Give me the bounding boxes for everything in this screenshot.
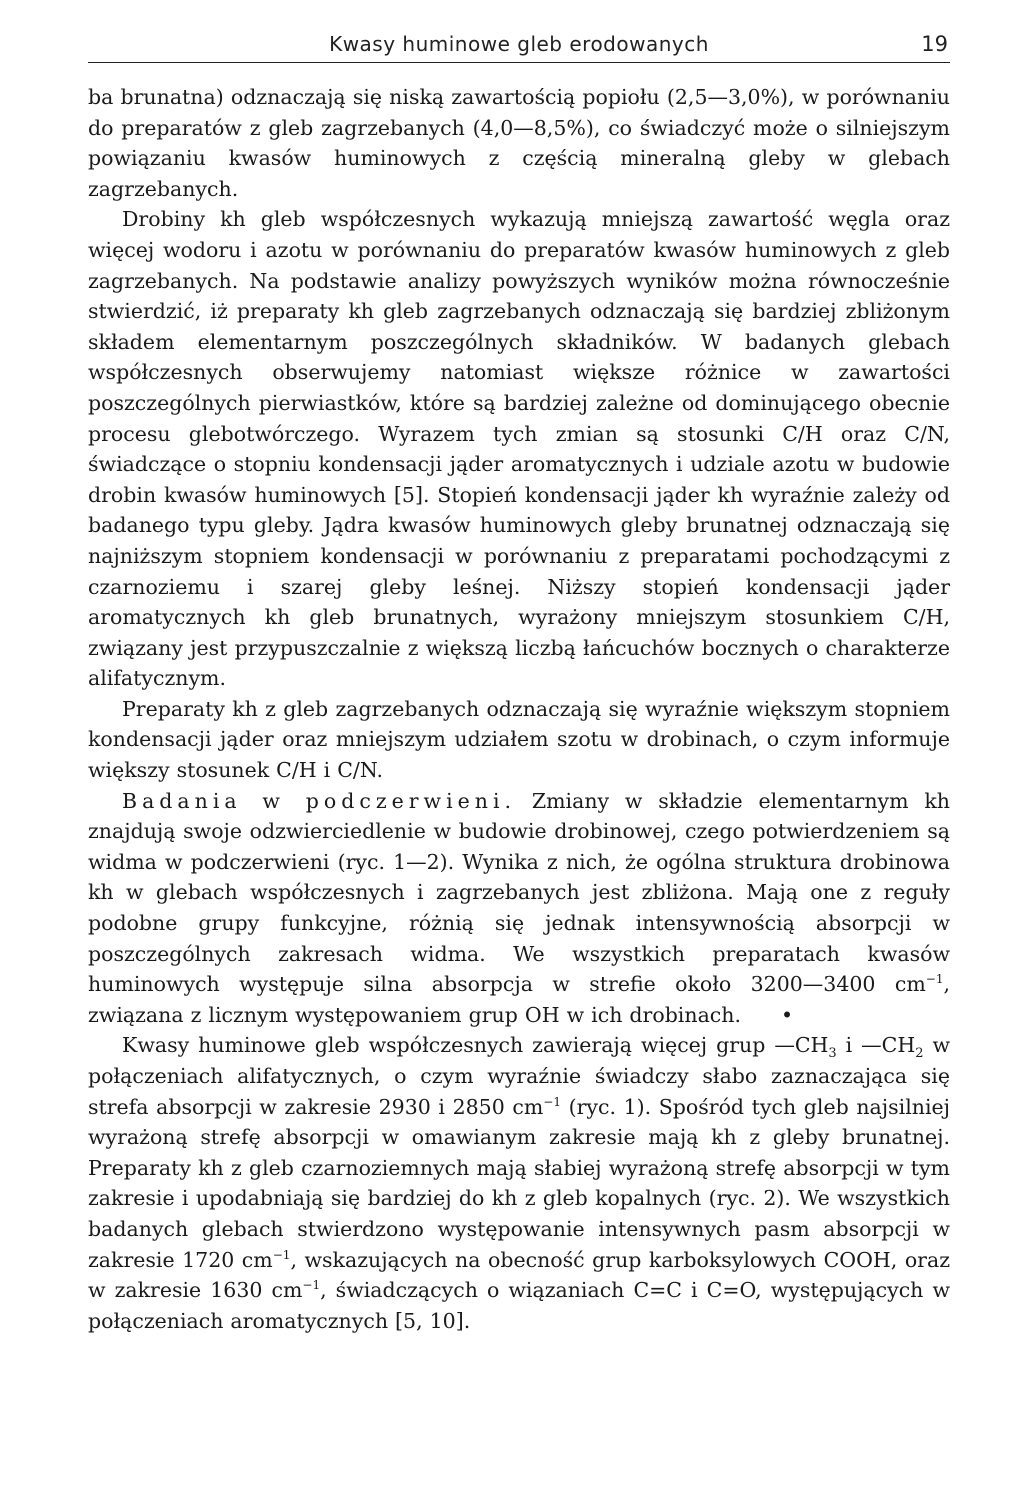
paragraph-4-text-a: Zmiany w składzie elementarnym kh znajdują swoje odzwierciedlenie w budowie drobinowej, czego potwierdzeniem są widma w podczerwieni (ryc. 1—2). Wynika z nich, że ogólna struktura drobinowa kh w glebach współczesnych i zagrzebanych jest zbliżona. Mają one z reguły podobne grupy funkcyjne, różnią się jednak intensywnością absorpcji w poszczególnych zakresach widma. We wszystkich preparatach kwasów huminowych występuje silna absorpcja w strefie około 3200—3400 cm xyxy=(88,788,950,997)
subscript: 2 xyxy=(915,1046,924,1062)
body-text xyxy=(88,82,950,1336)
bullet-mark: • xyxy=(781,1002,794,1027)
paragraph-3-text: Preparaty kh z gleb zagrzebanych odznaczają się wyraźnie większym stopniem kondensacji jąder oraz mniejszym udziałem szotu w drobinach, o czym informuje większy stosunek C/H i C/N. xyxy=(88,696,950,783)
page-number: 19 xyxy=(921,32,948,56)
paragraph-5-text-e: , wskazujących na obecność grup karboksylowych COOH, oraz w zakresie 1630 cm xyxy=(88,1247,950,1303)
page-header xyxy=(88,28,950,63)
paragraph-5-text-c: w połączeniach alifatycznych, o czym wyraźnie świadczy słabo zaznaczająca się strefa absorpcji w zakresie 2930 i 2850 cm xyxy=(88,1033,950,1119)
paragraph-1 xyxy=(88,82,950,204)
paragraph-3 xyxy=(88,694,950,786)
paragraph-5-text-b: i —CH xyxy=(836,1033,916,1058)
superscript: −1 xyxy=(925,972,944,987)
running-title: Kwasy huminowe gleb erodowanych xyxy=(329,32,709,56)
paragraph-4 xyxy=(88,786,950,1031)
paragraph-1-text: ba brunatna) odznaczają się niską zawartością popiołu (2,5—3,0%), w porównaniu do preparatów z gleb zagrzebanych (4,0—8,5%), co świadczyć może o silniejszym powiązaniu kwasów huminowych z częścią mineralną gleby w glebach zagrzebanych. xyxy=(88,85,950,201)
superscript: −1 xyxy=(543,1094,561,1109)
paragraph-4-text-b: , związana z licznym występowaniem grup OH w ich drobinach. xyxy=(88,972,950,1027)
superscript: −1 xyxy=(302,1278,321,1293)
subscript: 3 xyxy=(828,1046,837,1062)
paragraph-5 xyxy=(88,1030,950,1336)
paragraph-5-text-f: , świadczących o wiązaniach C=C i C=O, występujących w połączeniach aromatycznych [5, 10]. xyxy=(88,1278,950,1333)
paragraph-2-text: Drobiny kh gleb współczesnych wykazują mniejszą zawartość węgla oraz więcej wodoru i azotu w porównaniu do preparatów kwasów huminowych z gleb zagrzebanych. Na podstawie analizy powyższych wyników można równocześnie stwierdzić, iż preparaty kh gleb zagrzebanych odznaczają się bardziej zbliżonym składem elementarnym poszczególnych składników. W badanych glebach współczesnych obserwujemy natomiast większe różnice w zawartości poszczególnych pierwiastków, które są bardziej zależne od dominującego obecnie procesu glebotwórczego. Wyrazem tych zmian są stosunki C/H oraz C/N, świadczące o stopniu kondensacji jąder aromatycznych i udziale azotu w budowie drobin kwasów huminowych [5]. Stopień kondensacji jąder kh wyraźnie zależy od badanego typu gleby. Jądra kwasów huminowych gleby brunatnej odznaczają się najniższym stopniem kondensacji w porównaniu z preparatami pochodzącymi z czarnoziemu i szarej gleby leśnej. Niższy stopień kondensacji jąder aromatycznych kh gleb brunatnych, wyrażony mniejszym stosunkiem C/H, związany jest przypuszczalnie z większą liczbą łańcuchów bocznych o charakterze alifatycznym. xyxy=(88,207,950,691)
paragraph-2 xyxy=(88,204,950,694)
paragraph-5-text-a: Kwasy huminowe gleb współczesnych zawierają więcej grup —CH xyxy=(122,1033,829,1058)
paragraph-5-text-d: (ryc. 1). Spośród tych gleb najsilniej wyrażoną strefę absorpcji w omawianym zakresie mają kh z gleby brunatnej. Preparaty kh z gleb czarnoziemnych mają słabiej wyrażoną strefę absorpcji w tym zakresie i upodabniają się bardziej do kh z gleb kopalnych (ryc. 2). We wszystkich badanych glebach stwierdzono występowanie intensywnych pasm absorpcji w zakresie 1720 cm xyxy=(88,1094,950,1272)
section-heading: Badania w podczerwieni. xyxy=(122,788,517,813)
superscript: −1 xyxy=(272,1247,291,1262)
